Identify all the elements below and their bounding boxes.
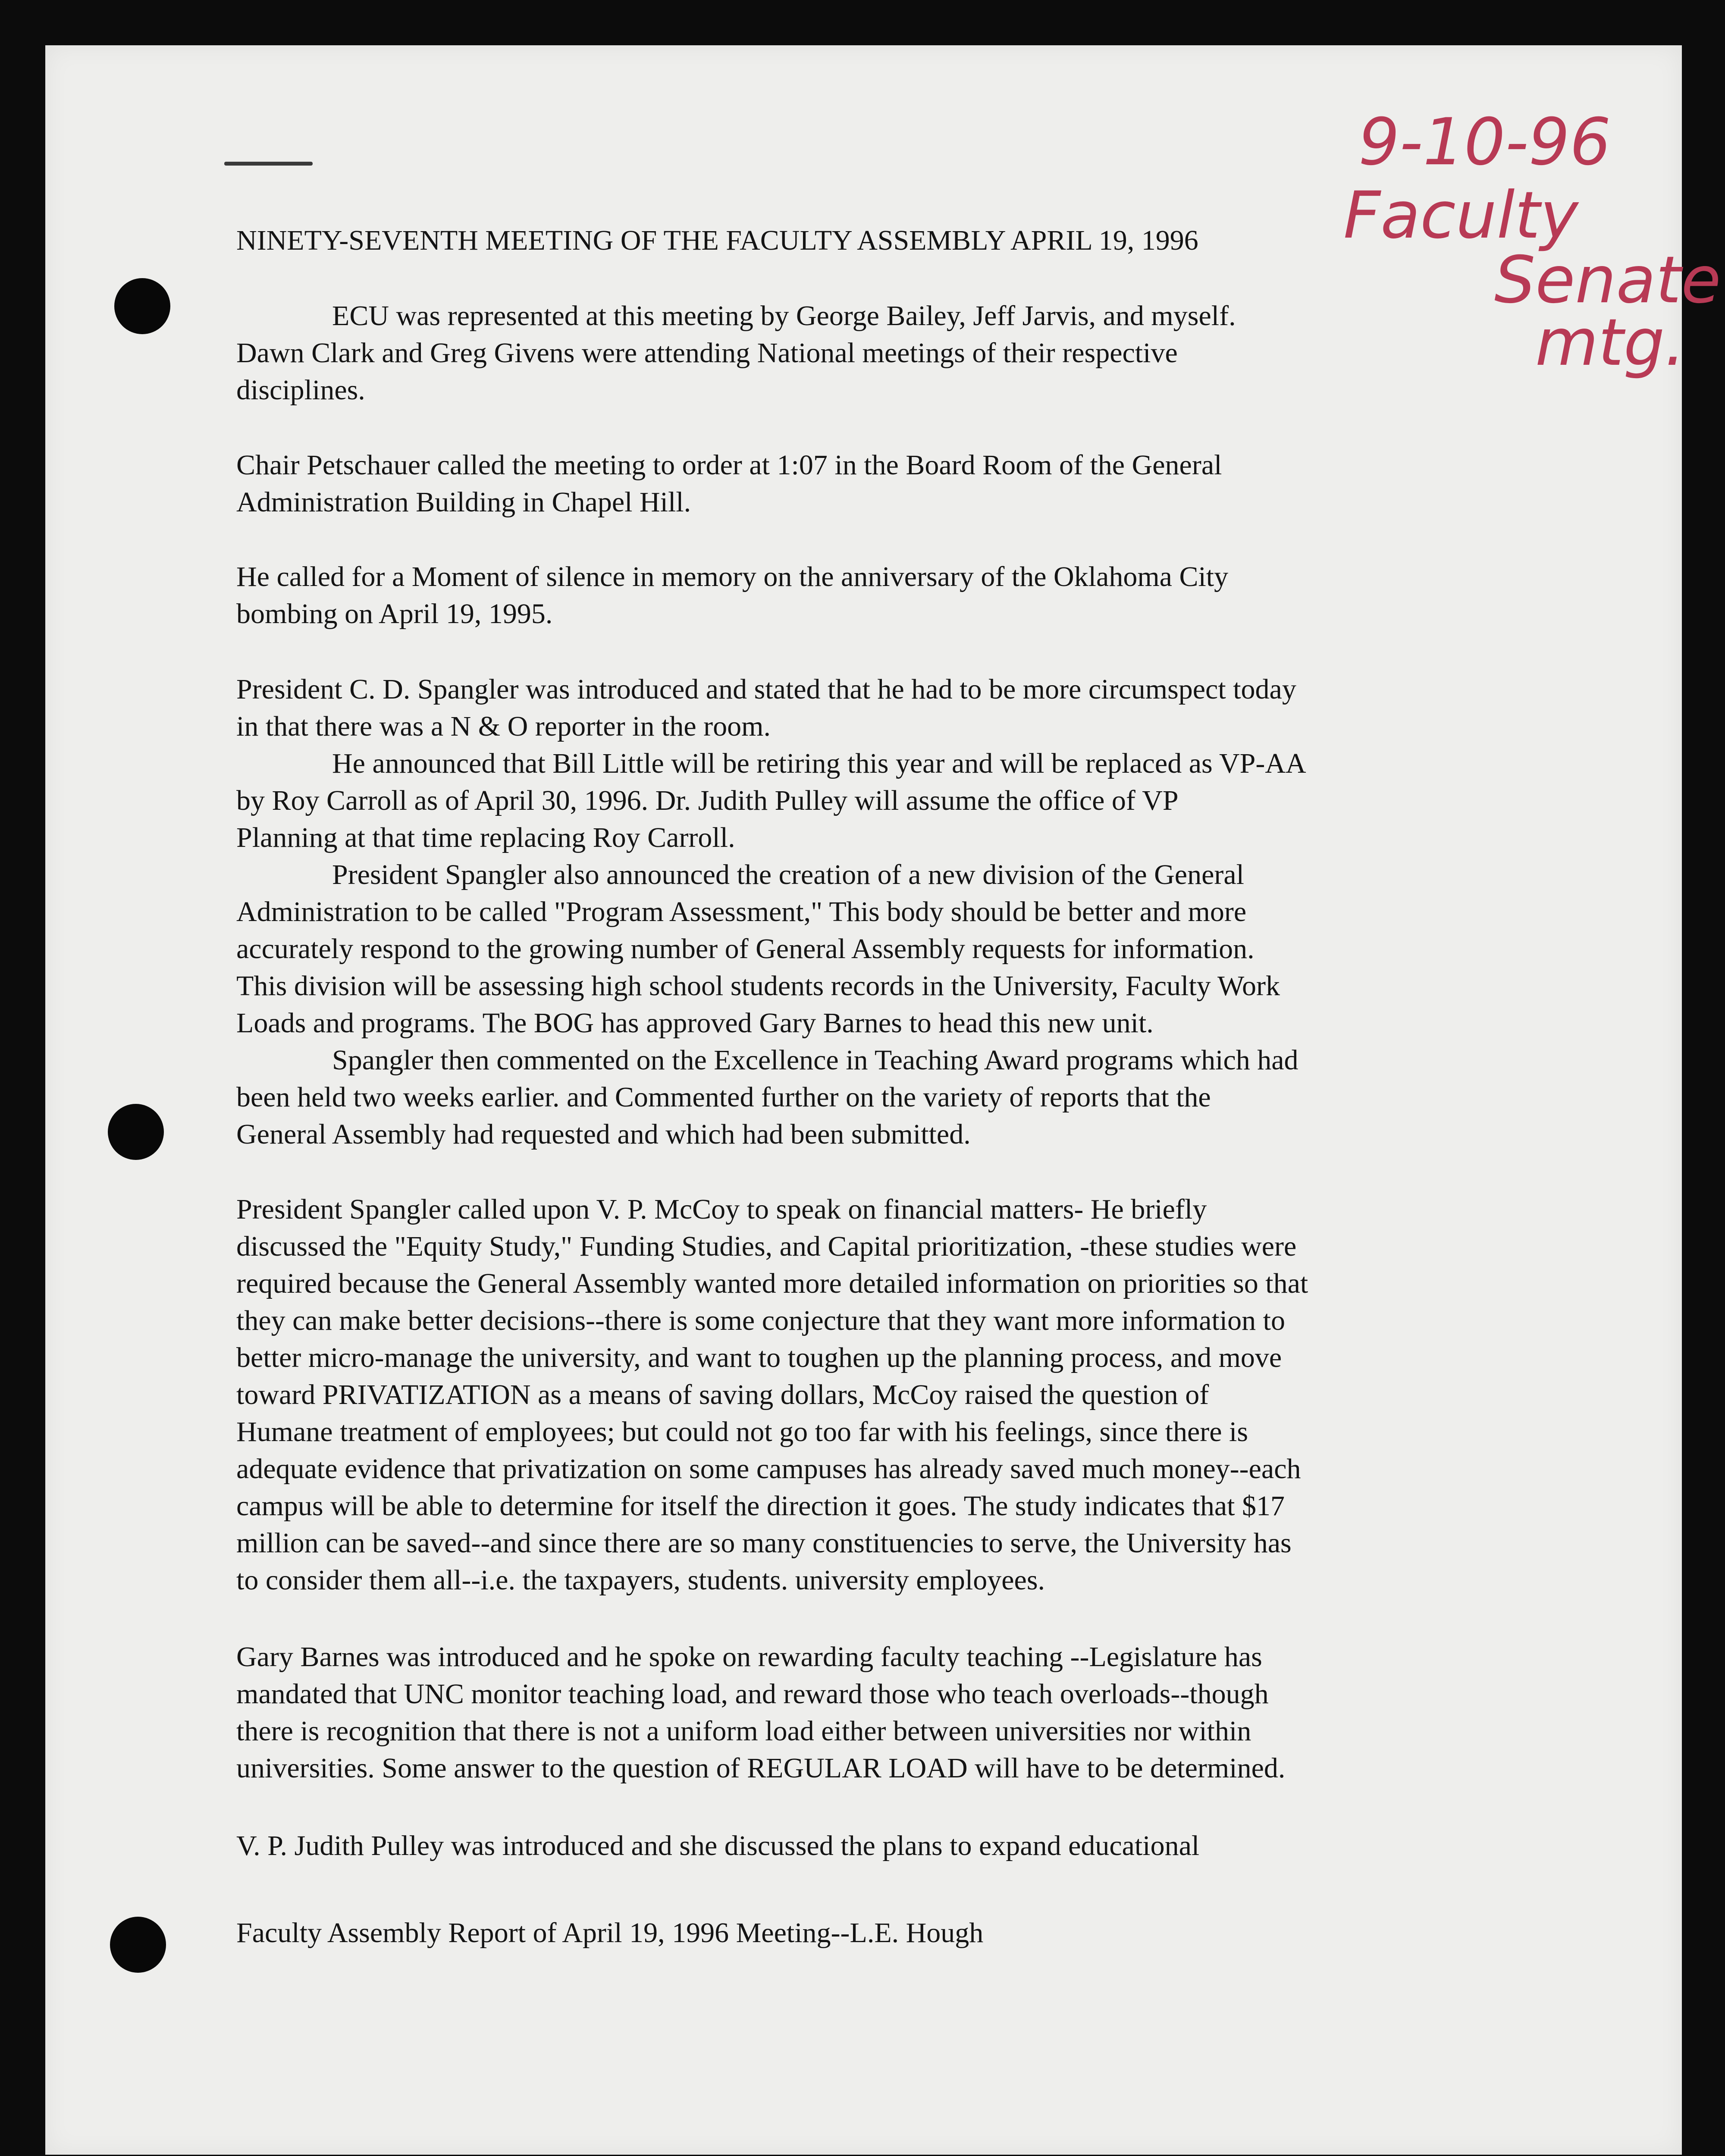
text-line: Planning at that time replacing Roy Carroll. xyxy=(236,822,735,853)
text-line: Chair Petschauer called the meeting to order at 1:07 in the Board Room of the General xyxy=(236,449,1222,481)
handwritten-faculty: Faculty xyxy=(1343,178,1578,253)
text-line: required because the General Assembly wanted more detailed information on priorities so that xyxy=(236,1268,1308,1299)
document-heading: NINETY-SEVENTH MEETING OF THE FACULTY ASSEMBLY APRIL 19, 1996 xyxy=(236,225,1198,256)
handwritten-date: 9-10-96 xyxy=(1358,105,1611,180)
handwritten-mtg: mtg. xyxy=(1535,305,1685,380)
text-line: President C. D. Spangler was introduced and stated that he had to be more circumspect today xyxy=(236,674,1296,705)
text-line: He announced that Bill Little will be retiring this year and will be replaced as VP-AA xyxy=(332,748,1306,779)
text-line: bombing on April 19, 1995. xyxy=(236,598,553,630)
text-line: mandated that UNC monitor teaching load, and reward those who teach overloads--though xyxy=(236,1678,1269,1710)
text-line: to consider them all--i.e. the taxpayers, students. university employees. xyxy=(236,1564,1045,1596)
binder-hole-bottom xyxy=(110,1917,166,1973)
text-line: in that there was a N & O reporter in the room. xyxy=(236,711,771,742)
text-line: Humane treatment of employees; but could not go too far with his feelings, since there is xyxy=(236,1416,1248,1448)
text-line: toward PRIVATIZATION as a means of saving dollars, McCoy raised the question of xyxy=(236,1379,1209,1410)
text-line: million can be saved--and since there are so many constituencies to serve, the University has xyxy=(236,1527,1292,1559)
text-line: Loads and programs. The BOG has approved Gary Barnes to head this new unit. xyxy=(236,1007,1154,1039)
text-line: General Assembly had requested and which had been submitted. xyxy=(236,1119,971,1150)
text-line: Dawn Clark and Greg Givens were attending National meetings of their respective xyxy=(236,337,1178,369)
binder-hole-middle xyxy=(108,1104,164,1160)
document-footer: Faculty Assembly Report of April 19, 1996 Meeting--L.E. Hough xyxy=(236,1917,984,1949)
text-line: Spangler then commented on the Excellence in Teaching Award programs which had xyxy=(332,1044,1298,1076)
text-line: President Spangler called upon V. P. McCoy to speak on financial matters- He briefly xyxy=(236,1194,1207,1225)
text-line: accurately respond to the growing number of General Assembly requests for information. xyxy=(236,933,1255,965)
text-line: discussed the "Equity Study," Funding Studies, and Capital prioritization, -these studies were xyxy=(236,1231,1297,1262)
text-line: been held two weeks earlier. and Commented further on the variety of reports that the xyxy=(236,1081,1211,1113)
text-line: He called for a Moment of silence in memory on the anniversary of the Oklahoma City xyxy=(236,561,1229,592)
text-line: they can make better decisions--there is some conjecture that they want more information to xyxy=(236,1305,1285,1336)
text-line: disciplines. xyxy=(236,374,365,406)
text-line: there is recognition that there is not a uniform load either between universities nor within xyxy=(236,1715,1251,1747)
pen-mark xyxy=(224,162,313,166)
text-line: Administration to be called "Program Assessment," This body should be better and more xyxy=(236,896,1247,928)
text-line: ECU was represented at this meeting by George Bailey, Jeff Jarvis, and myself. xyxy=(332,300,1236,332)
text-line: V. P. Judith Pulley was introduced and she discussed the plans to expand educational xyxy=(236,1830,1200,1861)
text-line: This division will be assessing high school students records in the University, Faculty Work xyxy=(236,970,1280,1002)
text-line: adequate evidence that privatization on some campuses has already saved much money--each xyxy=(236,1453,1301,1485)
binder-hole-top xyxy=(114,278,170,334)
text-line: better micro-manage the university, and want to toughen up the planning process, and move xyxy=(236,1342,1282,1373)
text-line: by Roy Carroll as of April 30, 1996. Dr. Judith Pulley will assume the office of VP xyxy=(236,785,1179,816)
text-line: Administration Building in Chapel Hill. xyxy=(236,486,691,518)
text-line: President Spangler also announced the creation of a new division of the General xyxy=(332,859,1244,890)
text-line: Gary Barnes was introduced and he spoke on rewarding faculty teaching --Legislature has xyxy=(236,1641,1262,1673)
handwritten-senate: Senate xyxy=(1494,243,1721,318)
text-line: campus will be able to determine for itself the direction it goes. The study indicates that $17 xyxy=(236,1490,1285,1522)
text-line: universities. Some answer to the question of REGULAR LOAD will have to be determined. xyxy=(236,1752,1286,1784)
